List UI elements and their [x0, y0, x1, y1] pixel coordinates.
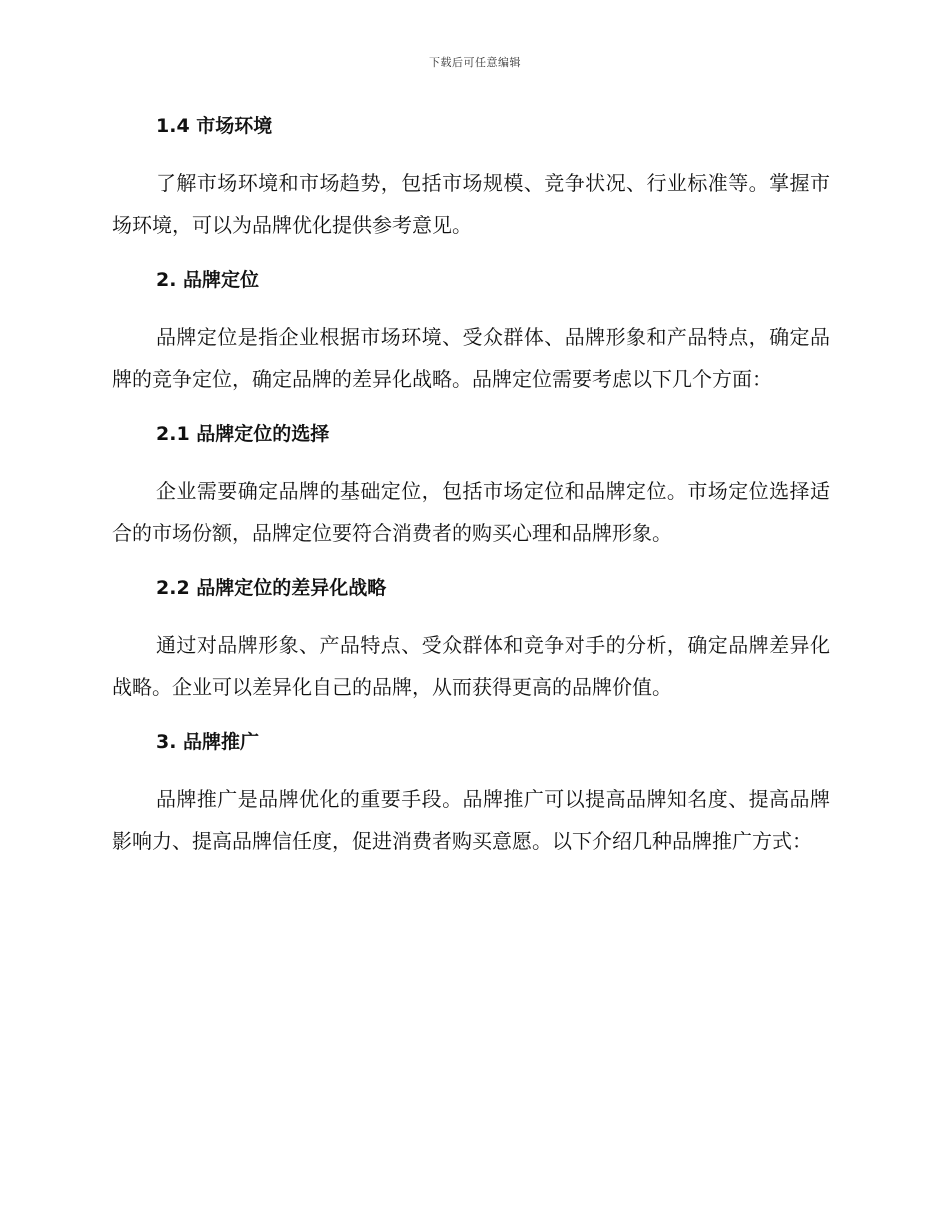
section-heading-brand-positioning: 2. 品牌定位: [156, 269, 260, 291]
page-header-note: 下载后可任意编辑: [429, 56, 521, 69]
section-paragraph-differentiation-strategy: 通过对品牌形象、产品特点、受众群体和竞争对手的分析，确定品牌差异化战略。企业可以差异化自己的品牌，从而获得更高的品牌价值。: [112, 633, 830, 699]
section-heading-market-environment: 1.4 市场环境: [156, 115, 273, 137]
document-body: [112, 108, 830, 862]
section-paragraph-positioning-choice: 企业需要确定品牌的基础定位，包括市场定位和品牌定位。市场定位选择适合的市场份额，品牌定位要符合消费者的购买心理和品牌形象。: [112, 479, 830, 545]
section-paragraph-brand-promotion: 品牌推广是品牌优化的重要手段。品牌推广可以提高品牌知名度、提高品牌影响力、提高品牌信任度，促进消费者购买意愿。以下介绍几种品牌推广方式：: [112, 787, 830, 853]
section-heading-positioning-choice: 2.1 品牌定位的选择: [156, 423, 330, 445]
section-heading-brand-promotion: 3. 品牌推广: [156, 731, 260, 753]
section-paragraph-brand-positioning: 品牌定位是指企业根据市场环境、受众群体、品牌形象和产品特点，确定品牌的竞争定位，确定品牌的差异化战略。品牌定位需要考虑以下几个方面：: [112, 325, 830, 391]
section-heading-differentiation-strategy: 2.2 品牌定位的差异化战略: [156, 577, 387, 599]
section-paragraph-market-environment: 了解市场环境和市场趋势，包括市场规模、竞争状况、行业标准等。掌握市场环境，可以为品牌优化提供参考意见。: [112, 171, 830, 237]
